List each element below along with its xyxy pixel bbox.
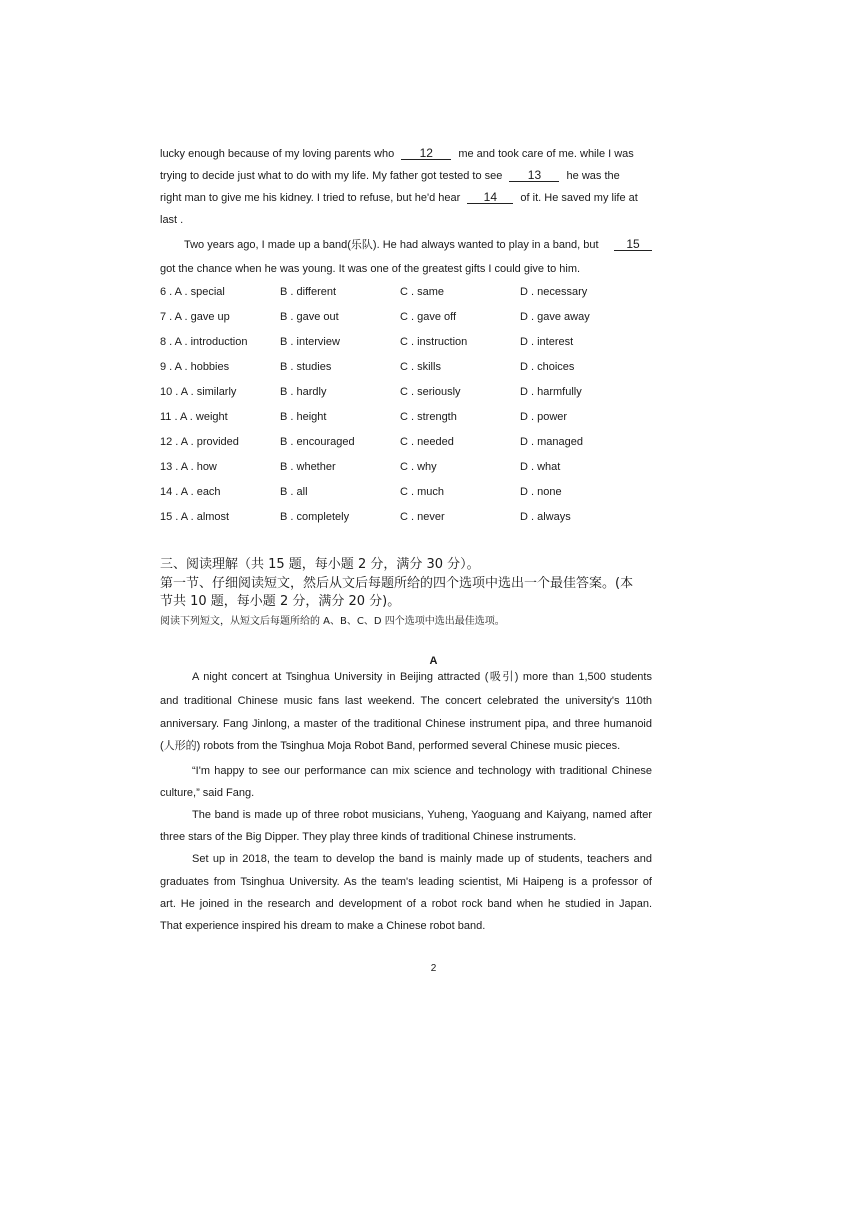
answer-blank-13: 13 <box>509 169 559 182</box>
option-a: 10 . A . similarly <box>160 386 237 398</box>
question-12 <box>160 435 680 449</box>
option-d: D . managed <box>520 436 583 448</box>
question-13 <box>160 460 680 474</box>
cloze-text: right man to give me his kidney. I tried to refuse, but he'd hear <box>160 192 461 204</box>
option-b: B . completely <box>280 511 350 523</box>
passage-heading: A <box>429 655 438 667</box>
option-a: 13 . A . how <box>160 461 217 473</box>
passage-line: and traditional Chinese music fans last weekend. The concert celebrated the university's 110th <box>160 695 652 707</box>
option-d: D . always <box>520 511 571 523</box>
option-c: C . never <box>400 511 445 523</box>
question-9 <box>160 360 680 374</box>
answer-blank-15: 15 <box>614 238 652 251</box>
cloze-text: got the chance when he was young. It was one of the greatest gifts I could give to him. <box>160 263 581 275</box>
question-15 <box>160 510 680 524</box>
section-title: 三、阅读理解（共 15 题，每小题 2 分，满分 30 分）。 <box>160 557 480 572</box>
option-d: D . what <box>520 461 561 473</box>
option-c: C . gave off <box>400 311 457 323</box>
cloze-text: Two years ago, I made up a band(乐队). He had always wanted to play in a band, but <box>184 239 599 251</box>
option-a: 7 . A . gave up <box>160 311 230 323</box>
question-11 <box>160 410 680 424</box>
passage-line: Set up in 2018, the team to develop the band is mainly made up of students, teachers and <box>192 853 652 865</box>
cloze-text: last . <box>160 214 184 226</box>
option-b: B . interview <box>280 336 340 348</box>
option-d: D . necessary <box>520 286 588 298</box>
page-number: 2 <box>430 963 437 974</box>
option-b: B . studies <box>280 361 332 373</box>
cloze-line-3 <box>160 191 652 205</box>
option-b: B . different <box>280 286 337 298</box>
question-6 <box>160 285 680 299</box>
cloze-line-2 <box>160 169 652 183</box>
option-b: B . height <box>280 411 327 423</box>
option-a: 6 . A . special <box>160 286 225 298</box>
option-a: 14 . A . each <box>160 486 221 498</box>
option-d: D . harmfully <box>520 386 582 398</box>
question-10 <box>160 385 680 399</box>
option-c: C . same <box>400 286 445 298</box>
cloze-text: lucky enough because of my loving parents who <box>160 148 395 160</box>
question-14 <box>160 485 680 499</box>
option-d: D . none <box>520 486 562 498</box>
option-c: C . seriously <box>400 386 461 398</box>
passage-line: graduates from Tsinghua University. As the team's leading scientist, Mi Haipeng is a professor of <box>160 876 652 888</box>
cloze-line-1 <box>160 147 652 161</box>
option-c: C . needed <box>400 436 454 448</box>
cloze-line-4 <box>160 213 652 227</box>
cloze-line-5 <box>184 238 652 252</box>
option-c: C . skills <box>400 361 441 373</box>
option-c: C . instruction <box>400 336 468 348</box>
part-one-instruction-line-2: 节共 10 题，每小题 2 分，满分 20 分)。 <box>160 594 401 609</box>
passage-line: The band is made up of three robot musicians, Yuheng, Yaoguang and Kaiyang, named after <box>192 809 652 821</box>
option-b: B . encouraged <box>280 436 355 448</box>
cloze-text: trying to decide just what to do with my life. My father got tested to see <box>160 170 503 182</box>
passage-line: A night concert at Tsinghua University in Beijing attracted (吸引) more than 1,500 students <box>192 671 652 683</box>
option-c: C . why <box>400 461 437 473</box>
option-d: D . gave away <box>520 311 590 323</box>
option-a: 9 . A . hobbies <box>160 361 230 373</box>
passage-line: That experience inspired his dream to make a Chinese robot band. <box>160 920 486 932</box>
cloze-line-6 <box>160 262 652 276</box>
option-a: 11 . A . weight <box>160 411 228 423</box>
option-b: B . hardly <box>280 386 327 398</box>
option-a: 8 . A . introduction <box>160 336 248 348</box>
option-b: B . gave out <box>280 311 339 323</box>
cloze-text: me and took care of me. while I was <box>458 148 634 160</box>
option-c: C . strength <box>400 411 457 423</box>
reading-instruction: 阅读下列短文，从短文后每题所给的 A、B、C、D 四个选项中选出最佳选项。 <box>160 616 505 627</box>
passage-line: culture,” said Fang. <box>160 787 255 799</box>
passage-line: (人形的) robots from the Tsinghua Moja Robot Band, performed several Chinese music pieces. <box>160 740 621 752</box>
option-a: 12 . A . provided <box>160 436 239 448</box>
passage-line: anniversary. Fang Jinlong, a master of the traditional Chinese instrument pipa, and three humanoid <box>160 718 652 730</box>
option-d: D . power <box>520 411 568 423</box>
option-c: C . much <box>400 486 445 498</box>
option-b: B . all <box>280 486 308 498</box>
option-a: 15 . A . almost <box>160 511 230 523</box>
answer-blank-12: 12 <box>401 147 451 160</box>
passage-line: three stars of the Big Dipper. They play three kinds of traditional Chinese instruments. <box>160 831 577 843</box>
cloze-text: of it. He saved my life at <box>520 192 638 204</box>
cloze-text: he was the <box>566 170 620 182</box>
question-7 <box>160 310 680 324</box>
part-one-instruction-line-1: 第一节、仔细阅读短文，然后从文后每题所给的四个选项中选出一个最佳答案。(本 <box>160 576 634 591</box>
question-8 <box>160 335 680 349</box>
option-b: B . whether <box>280 461 336 473</box>
passage-line: “I'm happy to see our performance can mix science and technology with traditional Chinese <box>192 765 652 777</box>
option-d: D . choices <box>520 361 575 373</box>
option-d: D . interest <box>520 336 574 348</box>
passage-line: art. He joined in the research and development of a robot rock band when he studied in Japan. <box>160 898 652 910</box>
answer-blank-14: 14 <box>467 191 513 204</box>
